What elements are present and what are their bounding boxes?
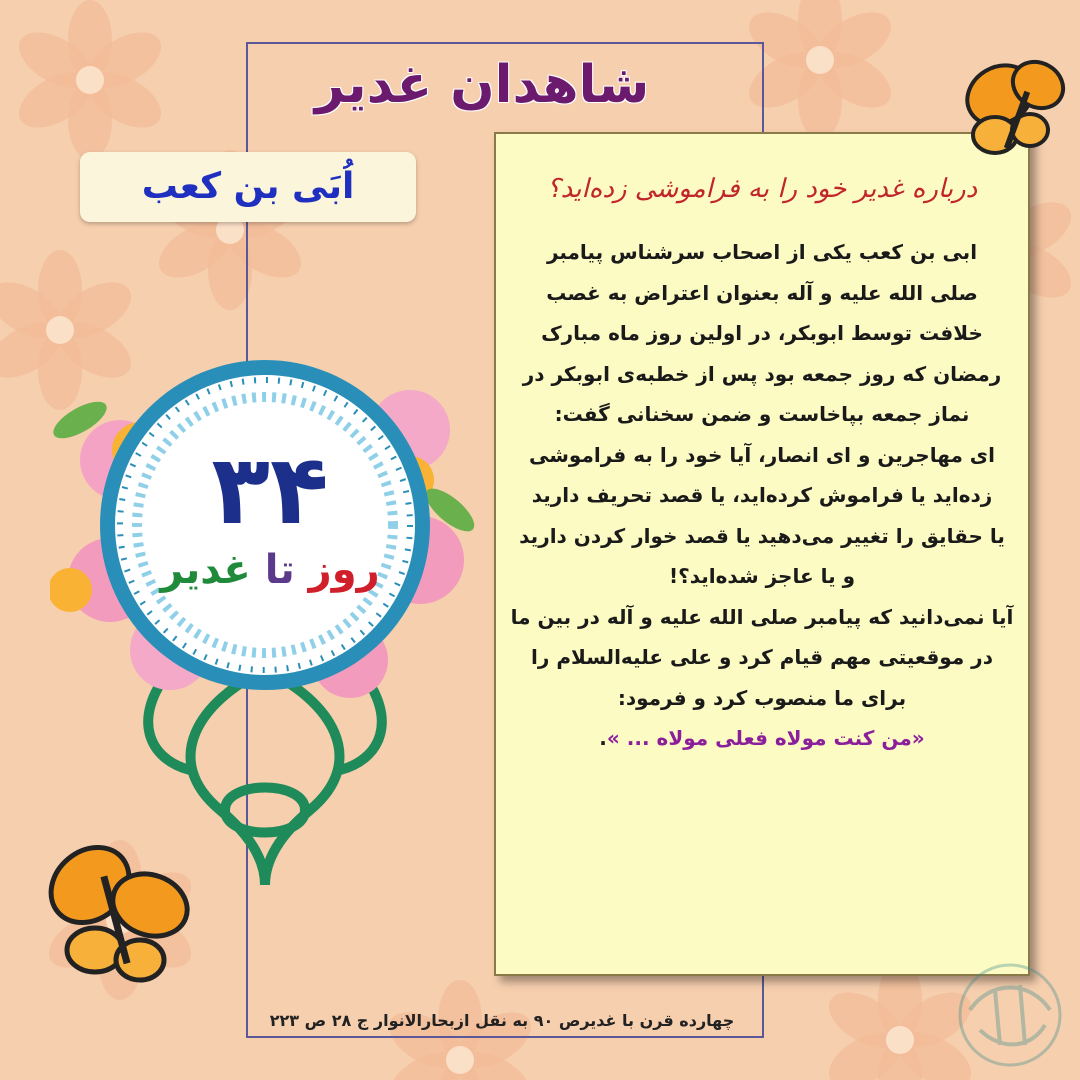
countdown-caption (120, 540, 420, 600)
body-line: برای ما منصوب کرد و فرمود: (617, 685, 907, 710)
countdown (120, 420, 420, 660)
body-text (506, 232, 1018, 759)
body-line: ابی بن کعب یکی از اصحاب سرشناس پیامبر (546, 240, 978, 264)
body-line: یا حقایق را تغییر می‌دهید یا قصد خوار کردن دارید (519, 523, 1005, 548)
body-line: و یا عاجز شده‌اید؟! (668, 564, 856, 588)
body-line: خلافت توسط ابوبکر، در اولین روز ماه مبارک (541, 321, 983, 345)
source-citation: چهارده قرن با غدیرص ۹۰ به نقل ازبحارالانوار ج ۲۸ ص ۲۲۳ (269, 1011, 735, 1030)
butterfly-icon (40, 835, 190, 995)
text-panel (494, 132, 1030, 976)
calligraphy-seal-icon (940, 950, 1070, 1070)
body-line: در موقعیتی مهم قیام کرد و علی علیه‌السلام را (531, 645, 993, 669)
body-line: ای مهاجرین و ای انصار، آیا خود را به فراموشی (529, 442, 995, 467)
quote-period: . (599, 726, 607, 750)
countdown-word-to: تا (264, 547, 295, 593)
countdown-number: ۳۴ (211, 434, 329, 546)
countdown-word-ghadir: غدیر (160, 547, 251, 593)
countdown-word-day: روز (308, 547, 380, 593)
body-line: رمضان که روز جمعه بود پس از خطبه‌ی ابوبکر در (522, 361, 1002, 386)
body-line: صلی الله علیه و آله بعنوان اعتراض به غصب (546, 280, 978, 305)
page-title: شاهدان غدیر (314, 55, 650, 115)
person-name-box (80, 152, 416, 222)
body-line: زده‌اید یا فراموش کرده‌اید، یا قصد تحریف دارید (531, 483, 993, 507)
body-line: نماز جمعه بپاخاست و ضمن سخنانی گفت: (554, 402, 970, 426)
person-name: اُبَی بن کعب (141, 166, 355, 207)
question-heading: درباره غدیر خود را به فراموشی زده‌اید؟ (546, 174, 978, 204)
quote-line (506, 718, 1018, 759)
butterfly-icon (960, 55, 1070, 170)
quote-text: «من کنت مولاه فعلی مولاه ... » (606, 726, 925, 750)
body-line: آیا نمی‌دانید که پیامبر صلی الله علیه و آله در بین ما (510, 604, 1014, 629)
